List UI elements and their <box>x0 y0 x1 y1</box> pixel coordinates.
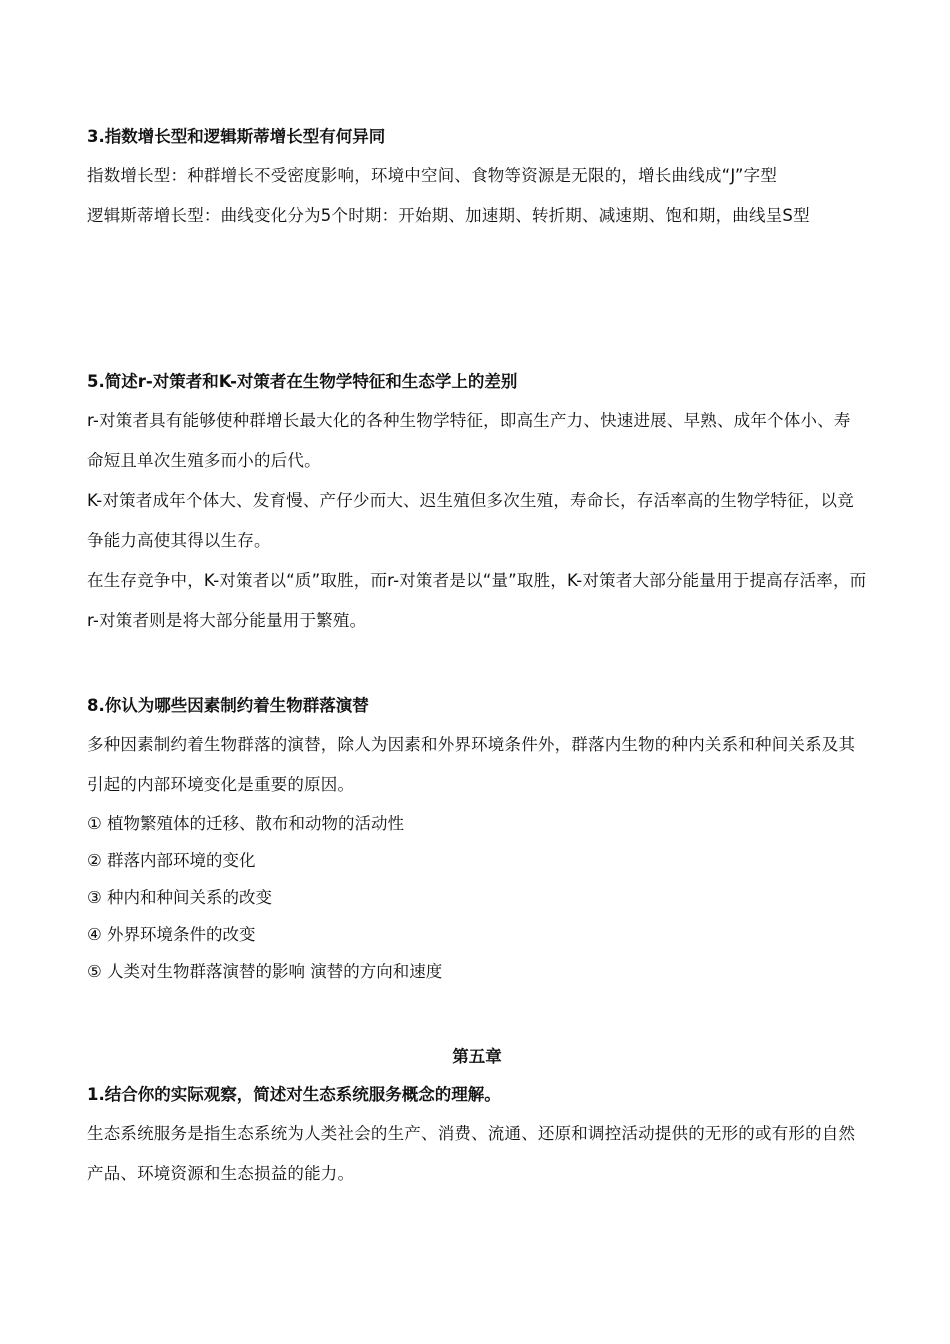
section-q3 <box>87 126 867 236</box>
section-q8 <box>87 695 867 990</box>
list-item: ③ 种内和种间关系的改变 <box>87 888 273 907</box>
list-item: ④ 外界环境条件的改变 <box>87 925 256 944</box>
factor-list <box>87 805 867 990</box>
answer-paragraph: r-对策者具有能够使种群增长最大化的各种生物学特征，即高生产力、快速进展、早熟、成年个体小、寿命短且单次生殖多而小的后代。 <box>87 411 851 470</box>
answer-paragraph: 逻辑斯蒂增长型：曲线变化分为5个时期：开始期、加速期、转折期、减速期、饱和期，曲线呈S型 <box>87 206 810 225</box>
answer-paragraph: 多种因素制约着生物群落的演替，除人为因素和外界环境条件外，群落内生物的种内关系和种间关系及其引起的内部环境变化是重要的原因。 <box>87 735 856 794</box>
section-q5 <box>87 371 867 641</box>
chapter-title: 第五章 <box>452 1047 502 1066</box>
answer-paragraph: 指数增长型：种群增长不受密度影响，环境中空间、食物等资源是无限的，增长曲线成“J”字型 <box>87 166 778 185</box>
answer-paragraph: 生态系统服务是指生态系统为人类社会的生产、消费、流通、还原和调控活动提供的无形的或有形的自然产品、环境资源和生态损益的能力。 <box>87 1124 856 1183</box>
question-title: 8.你认为哪些因素制约着生物群落演替 <box>87 696 369 715</box>
question-title: 3.指数增长型和逻辑斯蒂增长型有何异同 <box>87 127 386 146</box>
list-item: ① 植物繁殖体的迁移、散布和动物的活动性 <box>87 814 405 833</box>
section-ch5-q1 <box>87 1084 867 1194</box>
question-title: 1.结合你的实际观察，简述对生态系统服务概念的理解。 <box>87 1085 501 1104</box>
answer-paragraph: 在生存竞争中，K-对策者以“质”取胜，而r-对策者是以“量”取胜，K-对策者大部分能量用于提高存活率，而r-对策者则是将大部分能量用于繁殖。 <box>87 571 867 630</box>
list-item: ⑤ 人类对生物群落演替的影响 演替的方向和速度 <box>87 962 443 981</box>
question-title: 5.简述r-对策者和K-对策者在生物学特征和生态学上的差别 <box>87 372 518 391</box>
list-item: ② 群落内部环境的变化 <box>87 851 256 870</box>
answer-paragraph: K-对策者成年个体大、发育慢、产仔少而大、迟生殖但多次生殖，寿命长，存活率高的生物学特征，以竞争能力高使其得以生存。 <box>87 491 854 550</box>
chapter-heading <box>87 1046 867 1068</box>
